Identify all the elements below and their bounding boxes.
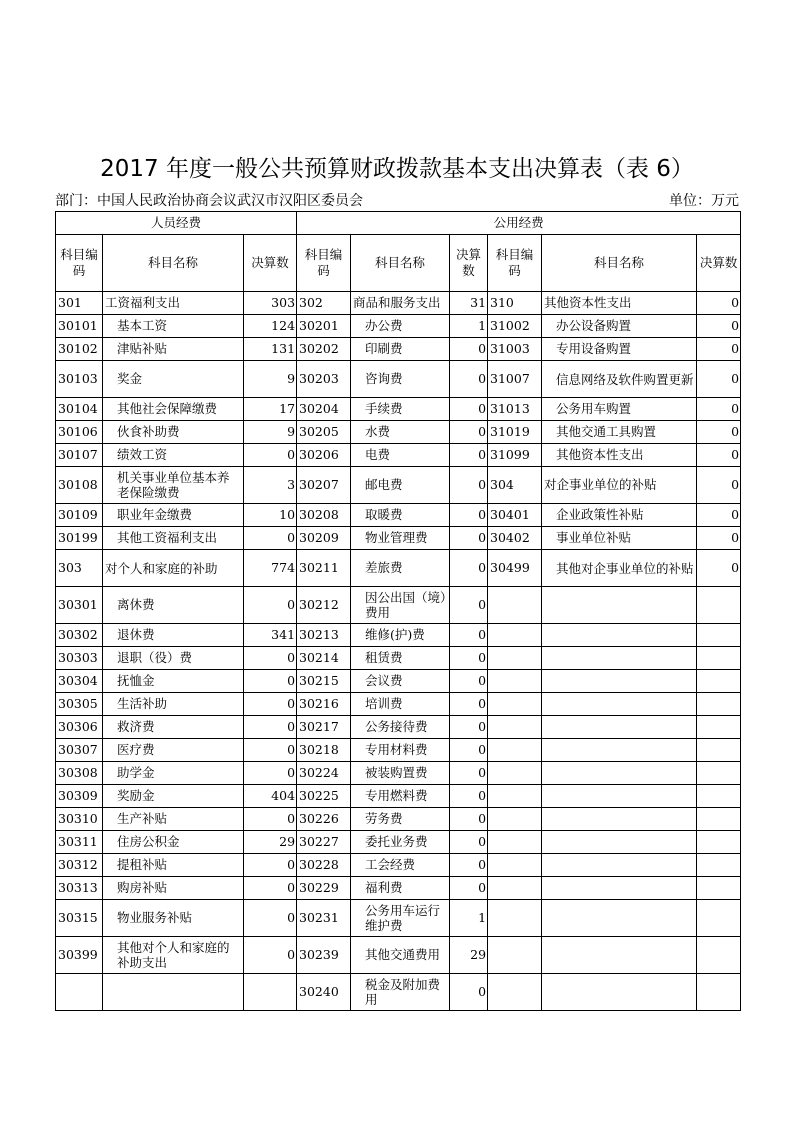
cell-amount: 0 bbox=[697, 292, 741, 315]
cell-code: 30402 bbox=[488, 527, 542, 550]
personnel-header: 人员经费 bbox=[56, 212, 297, 235]
cell-code bbox=[488, 974, 542, 1011]
cell-code bbox=[488, 854, 542, 877]
cell-name: 救济费 bbox=[103, 716, 244, 739]
cell-amount: 0 bbox=[450, 693, 488, 716]
cell-code: 30229 bbox=[297, 877, 351, 900]
cell-name: 培训费 bbox=[351, 693, 450, 716]
cell-amount: 0 bbox=[244, 877, 297, 900]
cell-amount: 0 bbox=[450, 444, 488, 467]
cell-amount: 124 bbox=[244, 315, 297, 338]
cell-code: 30211 bbox=[297, 550, 351, 587]
table-row bbox=[56, 398, 741, 421]
cell-name bbox=[542, 693, 697, 716]
cell-code bbox=[488, 808, 542, 831]
cell-amount: 10 bbox=[244, 504, 297, 527]
cell-name: 事业单位补贴 bbox=[542, 527, 697, 550]
cell-name: 其他交通工具购置 bbox=[542, 421, 697, 444]
cell-code bbox=[488, 877, 542, 900]
cell-amount: 0 bbox=[450, 785, 488, 808]
cell-name: 公务用车购置 bbox=[542, 398, 697, 421]
table-row bbox=[56, 444, 741, 467]
cell-code: 30104 bbox=[56, 398, 103, 421]
cell-amount: 0 bbox=[244, 762, 297, 785]
cell-code: 30309 bbox=[56, 785, 103, 808]
cell-name: 办公设备购置 bbox=[542, 315, 697, 338]
cell-amount bbox=[697, 693, 741, 716]
cell-name: 水费 bbox=[351, 421, 450, 444]
cell-code: 30305 bbox=[56, 693, 103, 716]
cell-name: 其他对企事业单位的补贴 bbox=[542, 550, 697, 587]
cell-amount: 0 bbox=[244, 670, 297, 693]
table-row bbox=[56, 624, 741, 647]
cell-name: 其他资本性支出 bbox=[542, 444, 697, 467]
cell-amount bbox=[697, 739, 741, 762]
cell-code: 30306 bbox=[56, 716, 103, 739]
cell-name: 其他对个人和家庭的补助支出 bbox=[103, 937, 244, 974]
cell-amount bbox=[697, 937, 741, 974]
cell-amount: 0 bbox=[244, 716, 297, 739]
cell-amount bbox=[697, 854, 741, 877]
cell-code: 30108 bbox=[56, 467, 103, 504]
cell-amount: 0 bbox=[244, 693, 297, 716]
cell-amount: 0 bbox=[244, 739, 297, 762]
cell-amount: 404 bbox=[244, 785, 297, 808]
cell-name: 离休费 bbox=[103, 587, 244, 624]
cell-amount: 0 bbox=[697, 421, 741, 444]
table-body bbox=[56, 292, 741, 1011]
cell-amount: 0 bbox=[450, 398, 488, 421]
cell-name: 手续费 bbox=[351, 398, 450, 421]
cell-code: 30227 bbox=[297, 831, 351, 854]
expenditure-table bbox=[55, 211, 741, 1011]
cell-code: 31002 bbox=[488, 315, 542, 338]
table-row bbox=[56, 587, 741, 624]
cell-name: 其他资本性支出 bbox=[542, 292, 697, 315]
cell-amount: 29 bbox=[244, 831, 297, 854]
cell-code bbox=[488, 693, 542, 716]
cell-code bbox=[488, 670, 542, 693]
cell-name bbox=[542, 647, 697, 670]
cell-amount: 0 bbox=[697, 467, 741, 504]
cell-amount bbox=[244, 974, 297, 1011]
cell-name: 税金及附加费用 bbox=[351, 974, 450, 1011]
amount-header: 决算数 bbox=[244, 235, 297, 292]
cell-amount bbox=[697, 974, 741, 1011]
cell-code: 304 bbox=[488, 467, 542, 504]
cell-code bbox=[56, 974, 103, 1011]
cell-name: 购房补贴 bbox=[103, 877, 244, 900]
cell-code: 30311 bbox=[56, 831, 103, 854]
cell-amount: 303 bbox=[244, 292, 297, 315]
cell-amount: 3 bbox=[244, 467, 297, 504]
cell-name: 物业服务补贴 bbox=[103, 900, 244, 937]
cell-name: 工会经费 bbox=[351, 854, 450, 877]
cell-name: 退职（役）费 bbox=[103, 647, 244, 670]
cell-code: 30109 bbox=[56, 504, 103, 527]
cell-amount: 0 bbox=[450, 587, 488, 624]
table-row bbox=[56, 315, 741, 338]
table-row bbox=[56, 739, 741, 762]
table-row bbox=[56, 762, 741, 785]
cell-code: 302 bbox=[297, 292, 351, 315]
name-header: 科目名称 bbox=[351, 235, 450, 292]
cell-name bbox=[542, 739, 697, 762]
cell-code: 30199 bbox=[56, 527, 103, 550]
cell-name bbox=[542, 937, 697, 974]
cell-amount bbox=[697, 647, 741, 670]
cell-code: 30206 bbox=[297, 444, 351, 467]
cell-code bbox=[488, 739, 542, 762]
cell-amount: 0 bbox=[697, 398, 741, 421]
cell-name: 专用燃料费 bbox=[351, 785, 450, 808]
name-header: 科目名称 bbox=[103, 235, 244, 292]
cell-name bbox=[542, 670, 697, 693]
cell-code: 30240 bbox=[297, 974, 351, 1011]
cell-amount: 0 bbox=[697, 527, 741, 550]
cell-name bbox=[542, 716, 697, 739]
cell-code: 31007 bbox=[488, 361, 542, 398]
cell-code: 30204 bbox=[297, 398, 351, 421]
cell-code: 30203 bbox=[297, 361, 351, 398]
cell-amount: 131 bbox=[244, 338, 297, 361]
cell-amount: 1 bbox=[450, 900, 488, 937]
table-row bbox=[56, 467, 741, 504]
cell-amount bbox=[697, 808, 741, 831]
cell-amount: 0 bbox=[244, 527, 297, 550]
cell-name: 奖励金 bbox=[103, 785, 244, 808]
cell-name bbox=[542, 762, 697, 785]
cell-amount: 0 bbox=[450, 338, 488, 361]
cell-code: 30213 bbox=[297, 624, 351, 647]
cell-name bbox=[542, 854, 697, 877]
cell-amount: 0 bbox=[697, 444, 741, 467]
cell-code: 30207 bbox=[297, 467, 351, 504]
cell-code: 30102 bbox=[56, 338, 103, 361]
cell-amount: 0 bbox=[450, 716, 488, 739]
cell-amount: 1 bbox=[450, 315, 488, 338]
cell-name: 租赁费 bbox=[351, 647, 450, 670]
cell-amount: 0 bbox=[450, 527, 488, 550]
department-label: 部门：中国人民政治协商会议武汉市汉阳区委员会 bbox=[55, 193, 363, 209]
table-row bbox=[56, 421, 741, 444]
cell-amount: 0 bbox=[450, 550, 488, 587]
cell-code: 30106 bbox=[56, 421, 103, 444]
cell-code bbox=[488, 624, 542, 647]
cell-amount: 0 bbox=[697, 504, 741, 527]
cell-code: 30231 bbox=[297, 900, 351, 937]
cell-amount: 0 bbox=[244, 808, 297, 831]
cell-amount: 0 bbox=[244, 937, 297, 974]
cell-name bbox=[542, 974, 697, 1011]
cell-code: 30303 bbox=[56, 647, 103, 670]
table-row bbox=[56, 854, 741, 877]
cell-name: 公务接待费 bbox=[351, 716, 450, 739]
cell-code: 30302 bbox=[56, 624, 103, 647]
cell-name bbox=[542, 785, 697, 808]
cell-name: 因公出国（境）费用 bbox=[351, 587, 450, 624]
cell-code: 30304 bbox=[56, 670, 103, 693]
cell-code: 30202 bbox=[297, 338, 351, 361]
cell-name bbox=[103, 974, 244, 1011]
cell-code: 31019 bbox=[488, 421, 542, 444]
cell-name: 委托业务费 bbox=[351, 831, 450, 854]
cell-amount bbox=[697, 670, 741, 693]
code-header: 科目编码 bbox=[297, 235, 351, 292]
cell-amount: 0 bbox=[450, 624, 488, 647]
cell-code: 31099 bbox=[488, 444, 542, 467]
cell-amount: 0 bbox=[450, 361, 488, 398]
cell-name: 维修(护)费 bbox=[351, 624, 450, 647]
cell-amount: 0 bbox=[450, 762, 488, 785]
table-row bbox=[56, 338, 741, 361]
cell-amount: 0 bbox=[697, 550, 741, 587]
cell-name: 印刷费 bbox=[351, 338, 450, 361]
cell-amount: 0 bbox=[450, 647, 488, 670]
amount-header: 决算数 bbox=[697, 235, 741, 292]
cell-name: 邮电费 bbox=[351, 467, 450, 504]
cell-name bbox=[542, 877, 697, 900]
amount-header: 决算数 bbox=[450, 235, 488, 292]
cell-name: 专用设备购置 bbox=[542, 338, 697, 361]
cell-name: 职业年金缴费 bbox=[103, 504, 244, 527]
cell-name: 机关事业单位基本养老保险缴费 bbox=[103, 467, 244, 504]
cell-amount: 0 bbox=[450, 504, 488, 527]
cell-amount: 9 bbox=[244, 421, 297, 444]
cell-code: 310 bbox=[488, 292, 542, 315]
cell-amount: 17 bbox=[244, 398, 297, 421]
cell-code: 30218 bbox=[297, 739, 351, 762]
cell-amount: 0 bbox=[450, 974, 488, 1011]
cell-name: 住房公积金 bbox=[103, 831, 244, 854]
cell-amount: 0 bbox=[450, 467, 488, 504]
cell-code: 30310 bbox=[56, 808, 103, 831]
cell-code bbox=[488, 785, 542, 808]
cell-amount: 0 bbox=[450, 877, 488, 900]
code-header: 科目编码 bbox=[488, 235, 542, 292]
cell-name: 会议费 bbox=[351, 670, 450, 693]
cell-name: 工资福利支出 bbox=[103, 292, 244, 315]
cell-name: 津贴补贴 bbox=[103, 338, 244, 361]
cell-name: 信息网络及软件购置更新 bbox=[542, 361, 697, 398]
cell-amount: 0 bbox=[697, 338, 741, 361]
cell-amount: 0 bbox=[244, 647, 297, 670]
cell-name: 退休费 bbox=[103, 624, 244, 647]
cell-code: 30215 bbox=[297, 670, 351, 693]
cell-name: 其他交通费用 bbox=[351, 937, 450, 974]
table-row bbox=[56, 974, 741, 1011]
cell-amount: 0 bbox=[244, 587, 297, 624]
table-row bbox=[56, 693, 741, 716]
cell-code: 30208 bbox=[297, 504, 351, 527]
cell-amount bbox=[697, 624, 741, 647]
table-row bbox=[56, 808, 741, 831]
cell-code: 30226 bbox=[297, 808, 351, 831]
cell-name: 差旅费 bbox=[351, 550, 450, 587]
cell-code: 30315 bbox=[56, 900, 103, 937]
cell-name: 企业政策性补贴 bbox=[542, 504, 697, 527]
table-row bbox=[56, 504, 741, 527]
page-title: 2017 年度一般公共预算财政拨款基本支出决算表（表 6） bbox=[100, 156, 694, 182]
cell-code: 30225 bbox=[297, 785, 351, 808]
table-row bbox=[56, 647, 741, 670]
cell-name: 医疗费 bbox=[103, 739, 244, 762]
cell-name: 生产补贴 bbox=[103, 808, 244, 831]
cell-name: 其他工资福利支出 bbox=[103, 527, 244, 550]
cell-amount: 0 bbox=[450, 831, 488, 854]
table-row bbox=[56, 785, 741, 808]
cell-code: 30228 bbox=[297, 854, 351, 877]
cell-code bbox=[488, 900, 542, 937]
cell-code: 30239 bbox=[297, 937, 351, 974]
cell-amount: 0 bbox=[450, 421, 488, 444]
table-row bbox=[56, 527, 741, 550]
cell-amount: 774 bbox=[244, 550, 297, 587]
cell-code: 30399 bbox=[56, 937, 103, 974]
cell-name: 商品和服务支出 bbox=[351, 292, 450, 315]
cell-code: 30307 bbox=[56, 739, 103, 762]
cell-code: 30212 bbox=[297, 587, 351, 624]
cell-amount bbox=[697, 587, 741, 624]
table-row bbox=[56, 831, 741, 854]
cell-amount: 9 bbox=[244, 361, 297, 398]
cell-code: 30216 bbox=[297, 693, 351, 716]
cell-code: 30205 bbox=[297, 421, 351, 444]
cell-code: 301 bbox=[56, 292, 103, 315]
cell-amount: 0 bbox=[244, 444, 297, 467]
cell-code: 30101 bbox=[56, 315, 103, 338]
cell-amount: 0 bbox=[450, 854, 488, 877]
cell-code: 30224 bbox=[297, 762, 351, 785]
cell-name: 电费 bbox=[351, 444, 450, 467]
cell-amount: 0 bbox=[450, 808, 488, 831]
cell-code bbox=[488, 937, 542, 974]
cell-code bbox=[488, 716, 542, 739]
cell-amount bbox=[697, 785, 741, 808]
cell-amount bbox=[697, 831, 741, 854]
cell-amount bbox=[697, 900, 741, 937]
cell-code bbox=[488, 831, 542, 854]
cell-code: 31013 bbox=[488, 398, 542, 421]
cell-amount: 31 bbox=[450, 292, 488, 315]
table-row bbox=[56, 670, 741, 693]
cell-name: 物业管理费 bbox=[351, 527, 450, 550]
cell-amount bbox=[697, 762, 741, 785]
table-row bbox=[56, 877, 741, 900]
cell-amount: 0 bbox=[450, 670, 488, 693]
cell-code: 30201 bbox=[297, 315, 351, 338]
cell-amount: 0 bbox=[244, 900, 297, 937]
cell-code: 30401 bbox=[488, 504, 542, 527]
cell-code: 30308 bbox=[56, 762, 103, 785]
cell-code bbox=[488, 647, 542, 670]
cell-name: 专用材料费 bbox=[351, 739, 450, 762]
cell-code: 30499 bbox=[488, 550, 542, 587]
table-row bbox=[56, 292, 741, 315]
cell-name: 福利费 bbox=[351, 877, 450, 900]
code-header: 科目编码 bbox=[56, 235, 103, 292]
cell-name: 伙食补助费 bbox=[103, 421, 244, 444]
cell-code: 303 bbox=[56, 550, 103, 587]
cell-name: 提租补贴 bbox=[103, 854, 244, 877]
cell-name: 绩效工资 bbox=[103, 444, 244, 467]
cell-code: 31003 bbox=[488, 338, 542, 361]
cell-name bbox=[542, 587, 697, 624]
cell-code: 30301 bbox=[56, 587, 103, 624]
cell-code: 30107 bbox=[56, 444, 103, 467]
cell-name: 办公费 bbox=[351, 315, 450, 338]
public-header: 公用经费 bbox=[297, 212, 741, 235]
table-row bbox=[56, 900, 741, 937]
cell-amount bbox=[697, 716, 741, 739]
cell-code: 30214 bbox=[297, 647, 351, 670]
cell-name: 劳务费 bbox=[351, 808, 450, 831]
unit-label: 单位：万元 bbox=[669, 193, 739, 209]
cell-name: 咨询费 bbox=[351, 361, 450, 398]
cell-name bbox=[542, 624, 697, 647]
table-row bbox=[56, 716, 741, 739]
cell-name bbox=[542, 900, 697, 937]
cell-name: 对企事业单位的补贴 bbox=[542, 467, 697, 504]
cell-code bbox=[488, 762, 542, 785]
cell-name bbox=[542, 808, 697, 831]
cell-amount: 0 bbox=[697, 315, 741, 338]
cell-amount: 0 bbox=[244, 854, 297, 877]
table-row bbox=[56, 361, 741, 398]
cell-amount bbox=[697, 877, 741, 900]
cell-name bbox=[542, 831, 697, 854]
cell-name: 取暖费 bbox=[351, 504, 450, 527]
cell-amount: 341 bbox=[244, 624, 297, 647]
table-row bbox=[56, 550, 741, 587]
cell-name: 基本工资 bbox=[103, 315, 244, 338]
cell-name: 公务用车运行维护费 bbox=[351, 900, 450, 937]
cell-name: 对个人和家庭的补助 bbox=[103, 550, 244, 587]
cell-code: 30217 bbox=[297, 716, 351, 739]
cell-code: 30103 bbox=[56, 361, 103, 398]
name-header: 科目名称 bbox=[542, 235, 697, 292]
table-row bbox=[56, 937, 741, 974]
cell-name: 奖金 bbox=[103, 361, 244, 398]
cell-code: 30312 bbox=[56, 854, 103, 877]
cell-code: 30313 bbox=[56, 877, 103, 900]
cell-amount: 0 bbox=[697, 361, 741, 398]
table-meta bbox=[55, 190, 739, 210]
cell-name: 被装购置费 bbox=[351, 762, 450, 785]
cell-name: 生活补助 bbox=[103, 693, 244, 716]
cell-name: 助学金 bbox=[103, 762, 244, 785]
cell-code: 30209 bbox=[297, 527, 351, 550]
cell-name: 抚恤金 bbox=[103, 670, 244, 693]
cell-amount: 0 bbox=[450, 739, 488, 762]
cell-name: 其他社会保障缴费 bbox=[103, 398, 244, 421]
cell-code bbox=[488, 587, 542, 624]
cell-amount: 29 bbox=[450, 937, 488, 974]
